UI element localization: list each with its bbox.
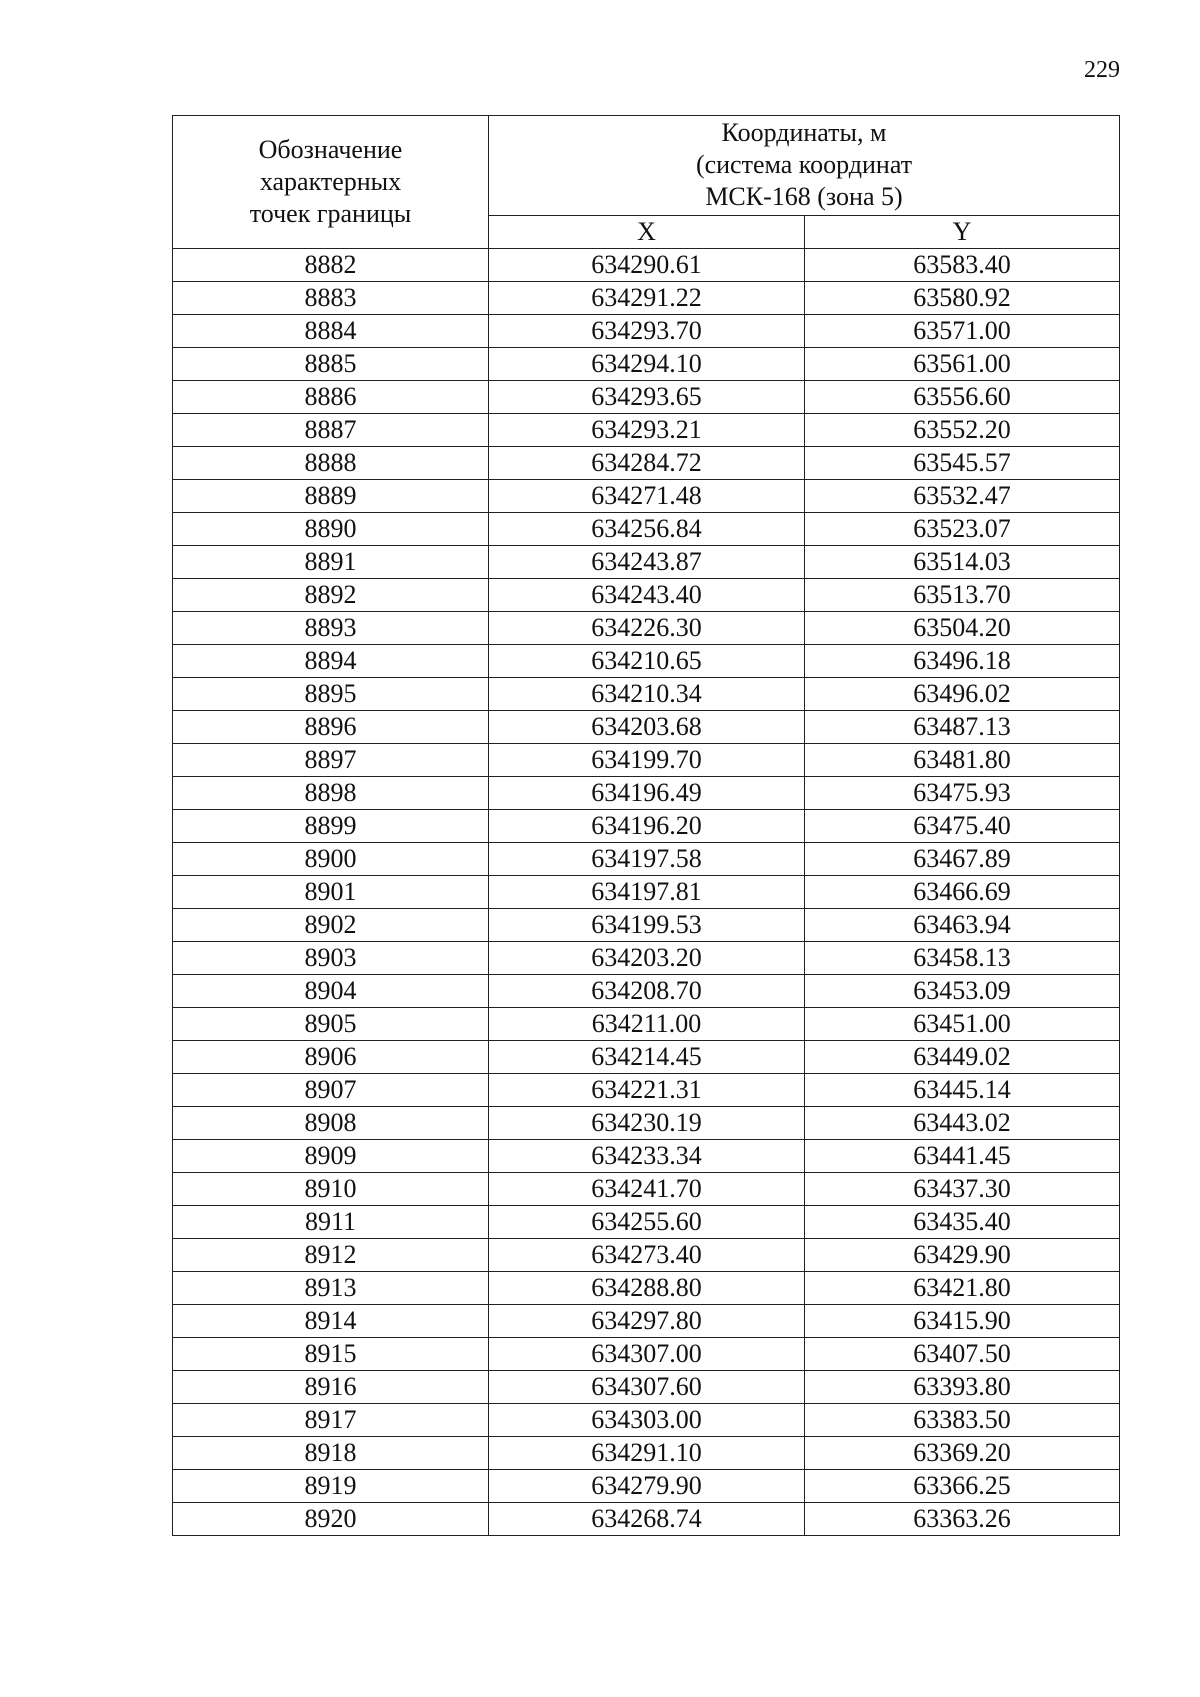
point-cell: 8884 xyxy=(173,315,489,348)
y-coordinate-cell: 63571.00 xyxy=(805,315,1120,348)
x-coordinate-cell: 634210.34 xyxy=(489,678,805,711)
x-coordinate-cell: 634268.74 xyxy=(489,1503,805,1536)
table-row xyxy=(173,447,1120,480)
y-coordinate-cell: 63504.20 xyxy=(805,612,1120,645)
x-coordinate-cell: 634290.61 xyxy=(489,249,805,282)
point-cell: 8894 xyxy=(173,645,489,678)
x-coordinate-cell: 634226.30 xyxy=(489,612,805,645)
x-coordinate-cell: 634271.48 xyxy=(489,480,805,513)
point-cell: 8899 xyxy=(173,810,489,843)
y-coordinate-cell: 63513.70 xyxy=(805,579,1120,612)
table-row xyxy=(173,1338,1120,1371)
x-coordinate-cell: 634196.20 xyxy=(489,810,805,843)
x-coordinate-cell: 634203.20 xyxy=(489,942,805,975)
point-cell: 8906 xyxy=(173,1041,489,1074)
x-coordinate-cell: 634279.90 xyxy=(489,1470,805,1503)
point-cell: 8915 xyxy=(173,1338,489,1371)
y-coordinate-cell: 63580.92 xyxy=(805,282,1120,315)
y-coordinate-cell: 63467.89 xyxy=(805,843,1120,876)
table-row xyxy=(173,1206,1120,1239)
x-coordinate-cell: 634214.45 xyxy=(489,1041,805,1074)
y-coordinate-cell: 63523.07 xyxy=(805,513,1120,546)
x-coordinate-cell: 634293.21 xyxy=(489,414,805,447)
y-coordinate-cell: 63466.69 xyxy=(805,876,1120,909)
table-row xyxy=(173,810,1120,843)
table-row xyxy=(173,480,1120,513)
table-row xyxy=(173,777,1120,810)
y-coordinate-cell: 63532.47 xyxy=(805,480,1120,513)
point-cell: 8891 xyxy=(173,546,489,579)
y-coordinate-cell: 63421.80 xyxy=(805,1272,1120,1305)
point-cell: 8889 xyxy=(173,480,489,513)
x-coordinate-cell: 634241.70 xyxy=(489,1173,805,1206)
point-cell: 8913 xyxy=(173,1272,489,1305)
y-coordinate-cell: 63437.30 xyxy=(805,1173,1120,1206)
y-coordinate-cell: 63552.20 xyxy=(805,414,1120,447)
table-row xyxy=(173,282,1120,315)
point-cell: 8888 xyxy=(173,447,489,480)
table-row xyxy=(173,1008,1120,1041)
table-row xyxy=(173,546,1120,579)
point-cell: 8885 xyxy=(173,348,489,381)
y-coordinate-cell: 63514.03 xyxy=(805,546,1120,579)
x-coordinate-cell: 634297.80 xyxy=(489,1305,805,1338)
y-coordinate-cell: 63463.94 xyxy=(805,909,1120,942)
table-row xyxy=(173,942,1120,975)
x-coordinate-cell: 634255.60 xyxy=(489,1206,805,1239)
x-coordinate-cell: 634230.19 xyxy=(489,1107,805,1140)
table-row xyxy=(173,513,1120,546)
point-header-line: Обозначение xyxy=(258,135,403,164)
table-row xyxy=(173,579,1120,612)
y-coordinate-cell: 63443.02 xyxy=(805,1107,1120,1140)
x-coordinate-cell: 634243.40 xyxy=(489,579,805,612)
point-cell: 8908 xyxy=(173,1107,489,1140)
x-coordinate-cell: 634291.22 xyxy=(489,282,805,315)
point-header-line: характерных xyxy=(259,167,402,196)
y-coordinate-cell: 63429.90 xyxy=(805,1239,1120,1272)
x-coordinate-cell: 634197.58 xyxy=(489,843,805,876)
point-cell: 8890 xyxy=(173,513,489,546)
point-cell: 8912 xyxy=(173,1239,489,1272)
y-coordinate-cell: 63496.02 xyxy=(805,678,1120,711)
x-coordinate-cell: 634210.65 xyxy=(489,645,805,678)
y-coordinate-cell: 63415.90 xyxy=(805,1305,1120,1338)
point-cell: 8905 xyxy=(173,1008,489,1041)
point-cell: 8897 xyxy=(173,744,489,777)
y-coordinate-cell: 63435.40 xyxy=(805,1206,1120,1239)
page-number: 229 xyxy=(1084,57,1120,83)
table-row xyxy=(173,612,1120,645)
x-coordinate-cell: 634256.84 xyxy=(489,513,805,546)
point-cell: 8892 xyxy=(173,579,489,612)
y-coordinate-cell: 63487.13 xyxy=(805,711,1120,744)
point-cell: 8911 xyxy=(173,1206,489,1239)
y-coordinate-cell: 63545.57 xyxy=(805,447,1120,480)
table-body xyxy=(173,249,1120,1536)
point-designation-header xyxy=(173,116,489,249)
coordinates-header-line: (система координат xyxy=(695,150,913,180)
x-coordinate-cell: 634293.65 xyxy=(489,381,805,414)
table-row xyxy=(173,381,1120,414)
coordinates-table xyxy=(172,115,1120,1536)
table-row xyxy=(173,249,1120,282)
table-row xyxy=(173,1107,1120,1140)
table-row xyxy=(173,1503,1120,1536)
y-coordinate-cell: 63453.09 xyxy=(805,975,1120,1008)
y-coordinate-cell: 63441.45 xyxy=(805,1140,1120,1173)
x-coordinate-cell: 634203.68 xyxy=(489,711,805,744)
x-coordinate-cell: 634273.40 xyxy=(489,1239,805,1272)
y-column-header: Y xyxy=(805,215,1120,248)
y-coordinate-cell: 63475.40 xyxy=(805,810,1120,843)
table-row xyxy=(173,1437,1120,1470)
point-cell: 8882 xyxy=(173,249,489,282)
table-row xyxy=(173,1239,1120,1272)
y-coordinate-cell: 63445.14 xyxy=(805,1074,1120,1107)
point-cell: 8920 xyxy=(173,1503,489,1536)
point-cell: 8883 xyxy=(173,282,489,315)
point-cell: 8910 xyxy=(173,1173,489,1206)
y-coordinate-cell: 63393.80 xyxy=(805,1371,1120,1404)
y-coordinate-cell: 63366.25 xyxy=(805,1470,1120,1503)
y-coordinate-cell: 63583.40 xyxy=(805,249,1120,282)
y-coordinate-cell: 63475.93 xyxy=(805,777,1120,810)
x-coordinate-cell: 634243.87 xyxy=(489,546,805,579)
table-row xyxy=(173,1404,1120,1437)
point-cell: 8893 xyxy=(173,612,489,645)
table-row xyxy=(173,1371,1120,1404)
point-cell: 8918 xyxy=(173,1437,489,1470)
x-coordinate-cell: 634294.10 xyxy=(489,348,805,381)
y-coordinate-cell: 63496.18 xyxy=(805,645,1120,678)
point-cell: 8916 xyxy=(173,1371,489,1404)
x-coordinate-cell: 634221.31 xyxy=(489,1074,805,1107)
x-coordinate-cell: 634291.10 xyxy=(489,1437,805,1470)
table-row xyxy=(173,1173,1120,1206)
table-row xyxy=(173,1140,1120,1173)
table-row xyxy=(173,876,1120,909)
point-cell: 8909 xyxy=(173,1140,489,1173)
table-row xyxy=(173,1305,1120,1338)
x-coordinate-cell: 634208.70 xyxy=(489,975,805,1008)
table-row xyxy=(173,1074,1120,1107)
y-coordinate-cell: 63383.50 xyxy=(805,1404,1120,1437)
table-row xyxy=(173,414,1120,447)
y-coordinate-cell: 63561.00 xyxy=(805,348,1120,381)
y-coordinate-cell: 63449.02 xyxy=(805,1041,1120,1074)
table-row xyxy=(173,975,1120,1008)
point-cell: 8887 xyxy=(173,414,489,447)
x-column-header: X xyxy=(489,215,805,248)
table-row xyxy=(173,678,1120,711)
y-coordinate-cell: 63451.00 xyxy=(805,1008,1120,1041)
y-coordinate-cell: 63369.20 xyxy=(805,1437,1120,1470)
point-header-line: точек границы xyxy=(249,199,412,228)
y-coordinate-cell: 63458.13 xyxy=(805,942,1120,975)
table-row xyxy=(173,711,1120,744)
table-row xyxy=(173,744,1120,777)
x-coordinate-cell: 634211.00 xyxy=(489,1008,805,1041)
x-coordinate-cell: 634199.70 xyxy=(489,744,805,777)
x-coordinate-cell: 634197.81 xyxy=(489,876,805,909)
point-cell: 8903 xyxy=(173,942,489,975)
x-coordinate-cell: 634233.34 xyxy=(489,1140,805,1173)
y-coordinate-cell: 63481.80 xyxy=(805,744,1120,777)
x-coordinate-cell: 634293.70 xyxy=(489,315,805,348)
x-coordinate-cell: 634307.60 xyxy=(489,1371,805,1404)
point-cell: 8907 xyxy=(173,1074,489,1107)
point-cell: 8895 xyxy=(173,678,489,711)
table-row xyxy=(173,1272,1120,1305)
point-cell: 8898 xyxy=(173,777,489,810)
x-coordinate-cell: 634284.72 xyxy=(489,447,805,480)
table-row xyxy=(173,1041,1120,1074)
table-row xyxy=(173,1470,1120,1503)
y-coordinate-cell: 63407.50 xyxy=(805,1338,1120,1371)
point-cell: 8917 xyxy=(173,1404,489,1437)
point-cell: 8886 xyxy=(173,381,489,414)
table-row xyxy=(173,843,1120,876)
table-row xyxy=(173,909,1120,942)
point-cell: 8904 xyxy=(173,975,489,1008)
table-row xyxy=(173,315,1120,348)
coordinates-header-line: МСК-168 (зона 5) xyxy=(705,182,903,212)
table-header xyxy=(173,116,1120,249)
y-coordinate-cell: 63556.60 xyxy=(805,381,1120,414)
x-coordinate-cell: 634199.53 xyxy=(489,909,805,942)
x-coordinate-cell: 634303.00 xyxy=(489,1404,805,1437)
coordinates-header xyxy=(489,116,1120,216)
x-coordinate-cell: 634288.80 xyxy=(489,1272,805,1305)
point-cell: 8902 xyxy=(173,909,489,942)
x-coordinate-cell: 634307.00 xyxy=(489,1338,805,1371)
point-cell: 8896 xyxy=(173,711,489,744)
table-row xyxy=(173,348,1120,381)
y-coordinate-cell: 63363.26 xyxy=(805,1503,1120,1536)
table-row xyxy=(173,645,1120,678)
coordinates-header-line: Координаты, м xyxy=(721,118,887,148)
point-cell: 8901 xyxy=(173,876,489,909)
point-cell: 8900 xyxy=(173,843,489,876)
point-cell: 8914 xyxy=(173,1305,489,1338)
point-cell: 8919 xyxy=(173,1470,489,1503)
x-coordinate-cell: 634196.49 xyxy=(489,777,805,810)
